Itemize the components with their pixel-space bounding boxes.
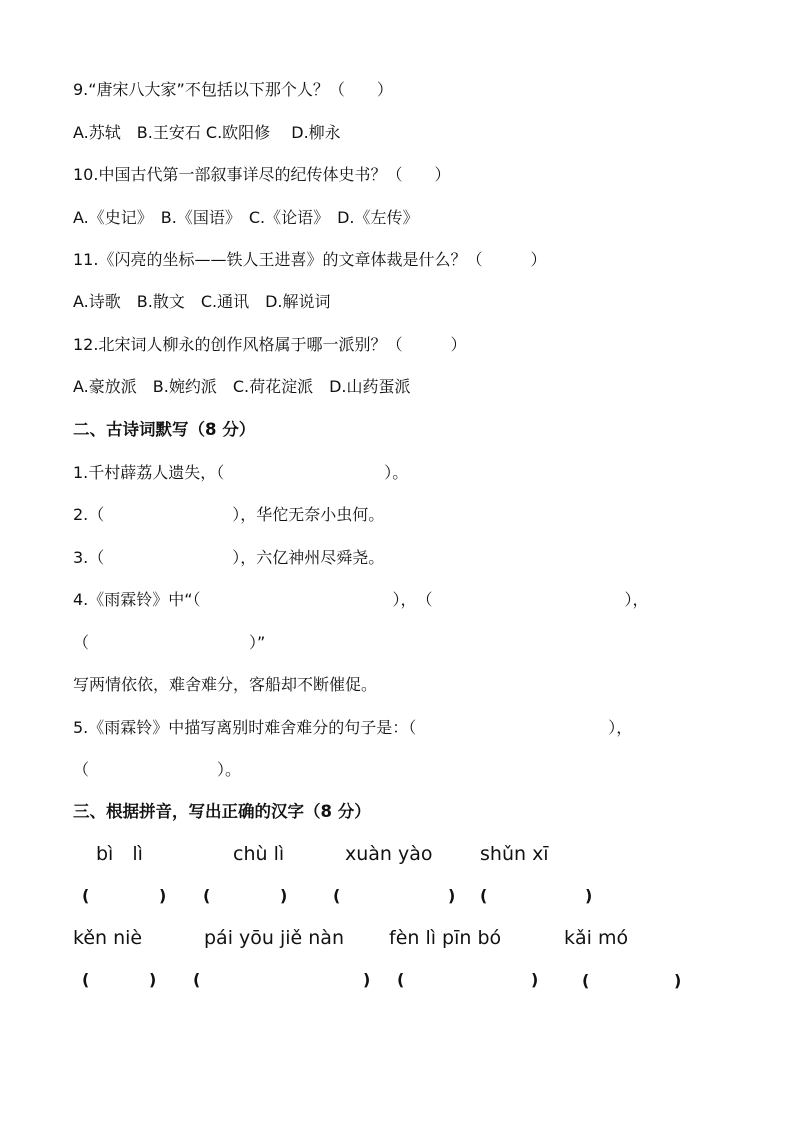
poem-line-4-cont: （ ）” [73,633,266,652]
section-2-title: 二、古诗词默写（8 分） [73,420,256,439]
poem-line-4: 4.《雨霖铃》中“（ ）， （ ）， [73,590,649,609]
section-3-title: 三、根据拼音，写出正确的汉字（8 分） [73,802,371,821]
question-9: 9.“唐宋八大家”不包括以下那个人？（ ） [73,80,393,99]
question-12: 12.北宋词人柳永的创作风格属于哪一派别？（ ） [73,335,467,354]
pinyin-3: xuàn yào [345,843,433,865]
options-12: A.豪放派 B.婉约派 C.荷花淀派 D.山药蛋派 [73,377,411,396]
answer-open-6: ( [193,970,201,989]
question-11: 11.《闪亮的坐标——铁人王进喜》的文章体裁是什么？（ ） [73,250,547,269]
poem-line-1: 1.千村薜荔人遗失，（ ）。 [73,463,409,482]
answer-close-4: ) [585,886,593,905]
pinyin-6: pái yōu jiě nàn [204,927,344,949]
poem-line-4-note: 写两情依依，难舍难分，客船却不断催促。 [73,675,378,694]
answer-close-3: ) [448,886,456,905]
question-10: 10.中国古代第一部叙事详尽的纪传体史书？（ ） [73,165,451,184]
options-11: A.诗歌 B.散文 C.通讯 D.解说词 [73,292,331,311]
answer-open-1: ( [82,886,90,905]
answer-close-2: ) [280,886,288,905]
pinyin-8: kǎi mó [564,927,629,949]
poem-line-3: 3.（ ），六亿神州尽舜尧。 [73,548,385,567]
answer-open-5: ( [82,970,90,989]
pinyin-1: bì lì [96,843,143,865]
pinyin-7: fèn lì pīn bó [389,927,502,949]
answer-close-5: ) [149,970,157,989]
options-10: A.《史记》 B.《国语》 C.《论语》 D.《左传》 [73,208,419,227]
answer-open-2: ( [203,886,211,905]
answer-close-7: ) [531,970,539,989]
answer-close-1: ) [159,886,167,905]
answer-open-4: ( [480,886,488,905]
options-9: A.苏轼 B.王安石 C.欧阳修 D.柳永 [73,123,341,142]
answer-open-8: ( [582,971,590,990]
poem-line-5: 5.《雨霖铃》中描写离别时难舍难分的句子是：（ ）， [73,718,633,737]
answer-open-3: ( [333,886,341,905]
pinyin-5: kěn niè [73,927,143,949]
poem-line-5-cont: （ ）。 [73,760,242,779]
pinyin-4: shǔn xī [480,843,549,865]
pinyin-2: chù lì [233,843,285,865]
answer-open-7: ( [397,970,405,989]
answer-close-6: ) [363,970,371,989]
poem-line-2: 2.（ ），华佗无奈小虫何。 [73,505,385,524]
answer-close-8: ) [674,971,682,990]
